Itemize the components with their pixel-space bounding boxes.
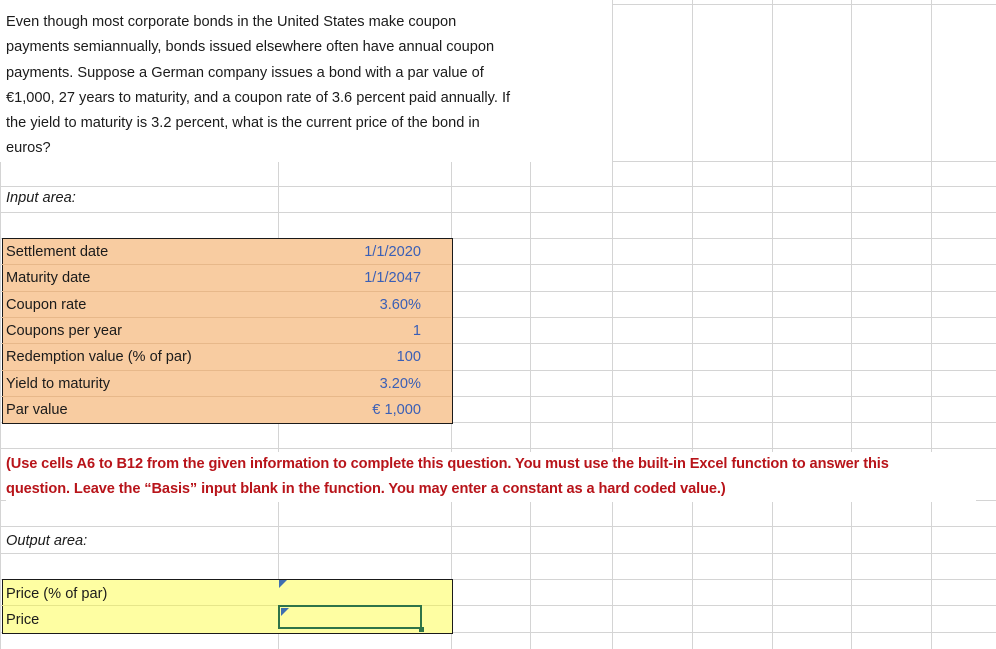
question-line: euros? xyxy=(6,140,51,157)
gridline xyxy=(0,186,996,187)
question-text xyxy=(6,10,606,162)
gridline xyxy=(612,0,613,649)
gridline xyxy=(0,553,996,554)
input-value-redemption-value[interactable]: 100 xyxy=(396,349,421,365)
comment-indicator-icon xyxy=(279,580,287,588)
gridline xyxy=(772,0,773,649)
input-divider xyxy=(2,291,451,292)
instructions-line: question. Leave the “Basis” input blank in the function. You may enter a constant as a hard coded value.) xyxy=(6,481,726,497)
input-label-maturity-date[interactable]: Maturity date xyxy=(6,270,91,286)
input-label-coupon-rate[interactable]: Coupon rate xyxy=(6,297,87,313)
gridline xyxy=(0,526,996,527)
input-value-yield-to-maturity[interactable]: 3.20% xyxy=(379,376,421,392)
input-area-label[interactable]: Input area: xyxy=(6,190,76,206)
question-line: €1,000, 27 years to maturity, and a coupon rate of 3.6 percent paid annually. If xyxy=(6,89,511,106)
comment-indicator-icon xyxy=(281,608,289,616)
instructions-cell[interactable] xyxy=(6,452,976,502)
input-value-settlement-date[interactable]: 1/1/2020 xyxy=(364,244,421,260)
input-divider xyxy=(2,370,451,371)
question-line: payments. Suppose a German company issues a bond with a par value of xyxy=(6,64,484,81)
question-line: payments semiannually, bonds issued elsewhere often have annual coupon xyxy=(6,39,495,56)
fill-handle[interactable] xyxy=(419,627,424,632)
gridline xyxy=(851,0,852,649)
input-label-settlement-date[interactable]: Settlement date xyxy=(6,244,109,260)
input-value-par-value[interactable]: € 1,000 xyxy=(372,402,421,418)
input-value-coupon-rate[interactable]: 3.60% xyxy=(379,297,421,313)
output-area-label[interactable]: Output area: xyxy=(6,533,88,549)
output-cell-price-selected[interactable] xyxy=(278,605,422,629)
input-value-maturity-date[interactable]: 1/1/2047 xyxy=(364,270,421,286)
input-label-par-value[interactable]: Par value xyxy=(6,402,68,418)
instructions-line: (Use cells A6 to B12 from the given information to complete this question. You must use the built-in Excel function to answer this xyxy=(6,456,889,472)
input-label-redemption-value[interactable]: Redemption value (% of par) xyxy=(6,349,192,365)
question-line: Even though most corporate bonds in the United States make coupon xyxy=(6,14,457,30)
gridline xyxy=(692,0,693,649)
gridline xyxy=(0,212,996,213)
input-value-coupons-per-year[interactable]: 1 xyxy=(412,323,421,339)
input-label-coupons-per-year[interactable]: Coupons per year xyxy=(6,323,123,339)
question-cell[interactable] xyxy=(0,0,612,162)
gridline xyxy=(931,0,932,649)
output-label-price[interactable]: Price xyxy=(6,612,40,628)
gridline xyxy=(0,448,996,449)
question-line: the yield to maturity is 3.2 percent, what is the current price of the bond in xyxy=(6,115,480,132)
output-label-price-pct-par[interactable]: Price (% of par) xyxy=(6,586,108,602)
input-label-yield-to-maturity[interactable]: Yield to maturity xyxy=(6,376,111,392)
